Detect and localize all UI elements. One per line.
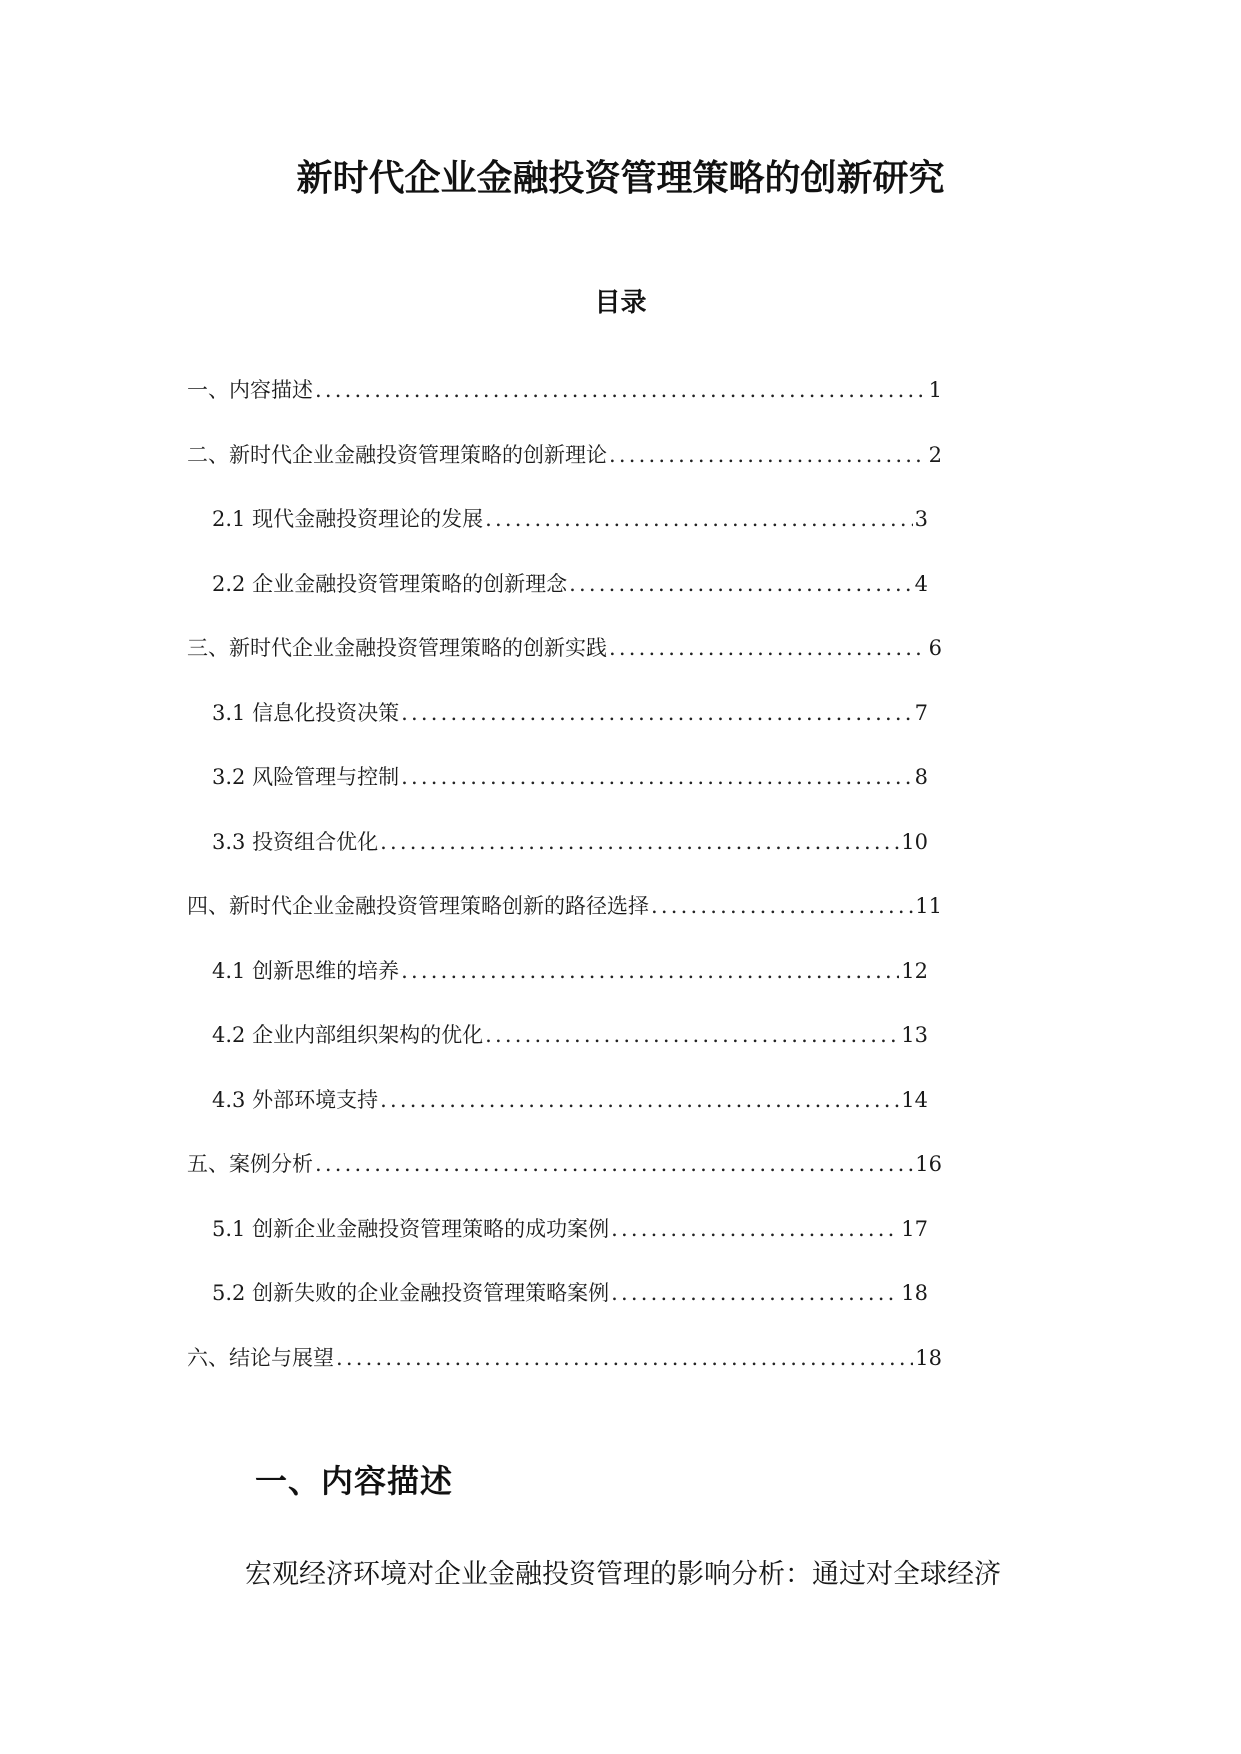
toc-entry-page: 11 [915, 894, 942, 918]
toc-dot-leader [485, 1020, 899, 1050]
toc-entry-label: 三、新时代企业金融投资管理策略的创新实践 [187, 636, 607, 660]
toc-entry-label: 3.1 信息化投资决策 [212, 701, 400, 725]
toc-entry-label: 六、结论与展望 [187, 1346, 334, 1370]
toc-dot-leader [401, 956, 899, 986]
toc-dot-leader [485, 504, 913, 534]
toc-entry-page: 8 [914, 765, 928, 789]
page-title: 新时代企业金融投资管理策略的创新研究 [296, 157, 945, 199]
toc-entry-label: 2.1 现代金融投资理论的发展 [212, 507, 484, 531]
toc-entry-page: 3 [914, 507, 928, 531]
toc-entry[interactable] [187, 1343, 942, 1373]
toc-entry[interactable] [212, 504, 928, 534]
toc-entry-page: 10 [901, 830, 928, 854]
toc-dot-leader [651, 891, 913, 921]
toc-entry-label: 4.3 外部环境支持 [212, 1088, 379, 1112]
toc-entry[interactable] [212, 569, 928, 599]
toc-dot-leader [609, 440, 927, 470]
section-heading: 一、内容描述 [255, 1462, 454, 1500]
toc-entry[interactable] [212, 1278, 928, 1308]
toc-dot-leader [380, 1085, 899, 1115]
toc-dot-leader [611, 1214, 899, 1244]
toc-entry-page: 13 [901, 1023, 928, 1047]
toc-entry-page: 17 [901, 1217, 928, 1241]
toc-entry-page: 16 [915, 1152, 942, 1176]
toc-entry-label: 4.2 企业内部组织架构的优化 [212, 1023, 484, 1047]
toc-entry-label: 四、新时代企业金融投资管理策略创新的路径选择 [187, 894, 649, 918]
toc-dot-leader [569, 569, 913, 599]
toc-entry[interactable] [212, 1214, 928, 1244]
toc-entry-label: 3.3 投资组合优化 [212, 830, 379, 854]
toc-dot-leader [401, 698, 913, 728]
toc-entry[interactable] [187, 633, 942, 663]
body-paragraph: 宏观经济环境对企业金融投资管理的影响分析：通过对全球经济 [245, 1559, 1001, 1590]
toc-entry-page: 1 [928, 378, 942, 402]
toc-dot-leader [315, 375, 927, 405]
toc-entry[interactable] [212, 1085, 928, 1115]
toc-entry-page: 14 [901, 1088, 928, 1112]
toc-entry-label: 二、新时代企业金融投资管理策略的创新理论 [187, 443, 607, 467]
toc-entry-page: 6 [928, 636, 942, 660]
toc-heading: 目录 [594, 288, 647, 318]
toc-dot-leader [336, 1343, 913, 1373]
toc-entry-page: 18 [915, 1346, 942, 1370]
toc-entry-page: 7 [914, 701, 928, 725]
toc-entry-page: 4 [914, 572, 928, 596]
toc-entry[interactable] [212, 956, 928, 986]
toc-dot-leader [611, 1278, 899, 1308]
toc-entry-label: 一、内容描述 [187, 378, 313, 402]
toc-dot-leader [609, 633, 927, 663]
toc-entry-page: 2 [928, 443, 942, 467]
toc-dot-leader [315, 1149, 913, 1179]
toc-entry-label: 4.1 创新思维的培养 [212, 959, 400, 983]
toc-entry-page: 12 [901, 959, 928, 983]
toc-entry[interactable] [187, 891, 942, 921]
toc-dot-leader [380, 827, 899, 857]
toc-dot-leader [401, 762, 913, 792]
toc-entry[interactable] [212, 762, 928, 792]
toc-entry-label: 五、案例分析 [187, 1152, 313, 1176]
toc-entry-label: 3.2 风险管理与控制 [212, 765, 400, 789]
toc-entry[interactable] [212, 827, 928, 857]
toc-entry-label: 5.1 创新企业金融投资管理策略的成功案例 [212, 1217, 610, 1241]
toc-entry-label: 5.2 创新失败的企业金融投资管理策略案例 [212, 1281, 610, 1305]
toc-entry-label: 2.2 企业金融投资管理策略的创新理念 [212, 572, 568, 596]
toc-entry[interactable] [187, 375, 942, 405]
toc-entry[interactable] [212, 698, 928, 728]
toc-entry[interactable] [212, 1020, 928, 1050]
toc-entry[interactable] [187, 1149, 942, 1179]
toc-entry[interactable] [187, 440, 942, 470]
toc-entry-page: 18 [901, 1281, 928, 1305]
